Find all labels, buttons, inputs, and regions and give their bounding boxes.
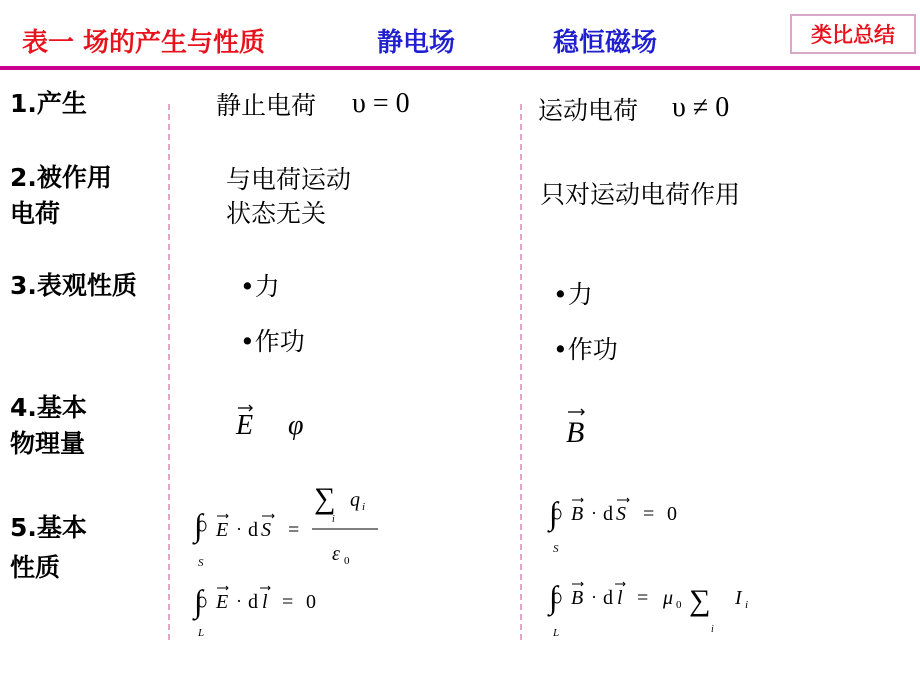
svg-text:i: i [745, 599, 749, 611]
row-label-acted-charge-2: 电荷 [10, 199, 61, 228]
svg-text:B: B [571, 587, 584, 609]
svg-text:∫: ∫ [194, 507, 203, 543]
svg-text:L: L [553, 627, 560, 639]
row-label-origin: 1.产生 [10, 89, 87, 118]
svg-text:S: S [616, 503, 626, 525]
svg-text:d: d [603, 503, 613, 525]
svg-text:d: d [603, 587, 613, 609]
table-title: 表一 场的产生与性质 [22, 28, 266, 58]
steady-property-work: •作功 [553, 335, 618, 364]
svg-text:=: = [282, 591, 294, 613]
row-label-basic-quantity-2: 物理量 [10, 429, 86, 458]
electric-circulation-law [190, 574, 340, 642]
ampere-circuital-law [545, 566, 775, 642]
svg-text:0: 0 [676, 599, 682, 611]
svg-text:0: 0 [667, 503, 677, 525]
electric-field-symbol: E [236, 410, 254, 441]
svg-text:i: i [332, 514, 335, 525]
gauss-law-electric [190, 478, 390, 573]
static-basic-quantities [228, 398, 328, 448]
steady-velocity-equation: υ ≠ 0 [672, 92, 730, 123]
svg-text:0: 0 [344, 555, 350, 567]
svg-text:μ: μ [663, 587, 674, 609]
svg-text:S: S [553, 543, 559, 555]
row-label-apparent-property: 3.表观性质 [10, 271, 137, 300]
static-property-force: •力 [240, 272, 280, 301]
column-divider-left [168, 104, 170, 640]
svg-text:∫: ∫ [549, 495, 558, 531]
svg-text:L: L [198, 627, 205, 639]
svg-text:·: · [236, 591, 242, 611]
row-label-acted-charge-1: 2.被作用 [10, 163, 112, 192]
svg-text:∑: ∑ [689, 584, 711, 617]
static-acted-text-1: 与电荷运动 [226, 165, 352, 194]
row-label-basic-property-2: 性质 [10, 553, 61, 582]
svg-text:l: l [617, 587, 623, 609]
column-header-magnetostatic: 稳恒磁场 [553, 28, 658, 58]
svg-text:=: = [637, 587, 649, 609]
static-acted-text-2: 状态无关 [226, 199, 327, 228]
svg-text:∫: ∫ [549, 579, 558, 615]
svg-text:=: = [643, 503, 655, 525]
svg-text:I: I [735, 587, 742, 609]
svg-text:d: d [248, 591, 258, 613]
svg-text:i: i [362, 501, 366, 513]
svg-text:=: = [288, 519, 300, 541]
svg-text:ε: ε [332, 543, 340, 565]
magnetic-field-symbol: B [566, 416, 585, 449]
svg-text:i: i [711, 624, 714, 635]
static-velocity-equation: υ = 0 [352, 88, 410, 119]
svg-text:·: · [591, 503, 597, 523]
static-property-work: •作功 [240, 327, 305, 356]
steady-origin-text: 运动电荷 [538, 96, 639, 125]
row-label-basic-property-1: 5.基本 [10, 513, 87, 542]
svg-text:S: S [261, 519, 271, 541]
potential-symbol: φ [288, 410, 304, 441]
svg-text:·: · [591, 587, 597, 607]
svg-text:d: d [248, 519, 258, 541]
svg-text:S: S [198, 557, 204, 569]
steady-property-force: •力 [553, 280, 593, 309]
svg-text:q: q [350, 489, 360, 511]
gauss-law-magnetic [545, 484, 705, 556]
column-divider-right [520, 104, 522, 640]
svg-text:B: B [571, 503, 584, 525]
row-label-basic-quantity-1: 4.基本 [10, 393, 87, 422]
svg-text:0: 0 [306, 591, 316, 613]
svg-text:E: E [216, 519, 229, 541]
column-header-electrostatic: 静电场 [377, 28, 456, 58]
svg-text:E: E [216, 591, 229, 613]
svg-text:l: l [262, 591, 268, 613]
svg-text:∫: ∫ [194, 583, 203, 619]
header-rule [0, 66, 920, 70]
steady-basic-quantity [560, 400, 610, 450]
svg-text:·: · [236, 519, 242, 539]
steady-acted-text: 只对运动电荷作用 [540, 180, 741, 209]
svg-text:∑: ∑ [314, 482, 336, 515]
analogy-summary-button[interactable]: 类比总结 [790, 14, 916, 54]
static-origin-text: 静止电荷 [216, 91, 317, 120]
